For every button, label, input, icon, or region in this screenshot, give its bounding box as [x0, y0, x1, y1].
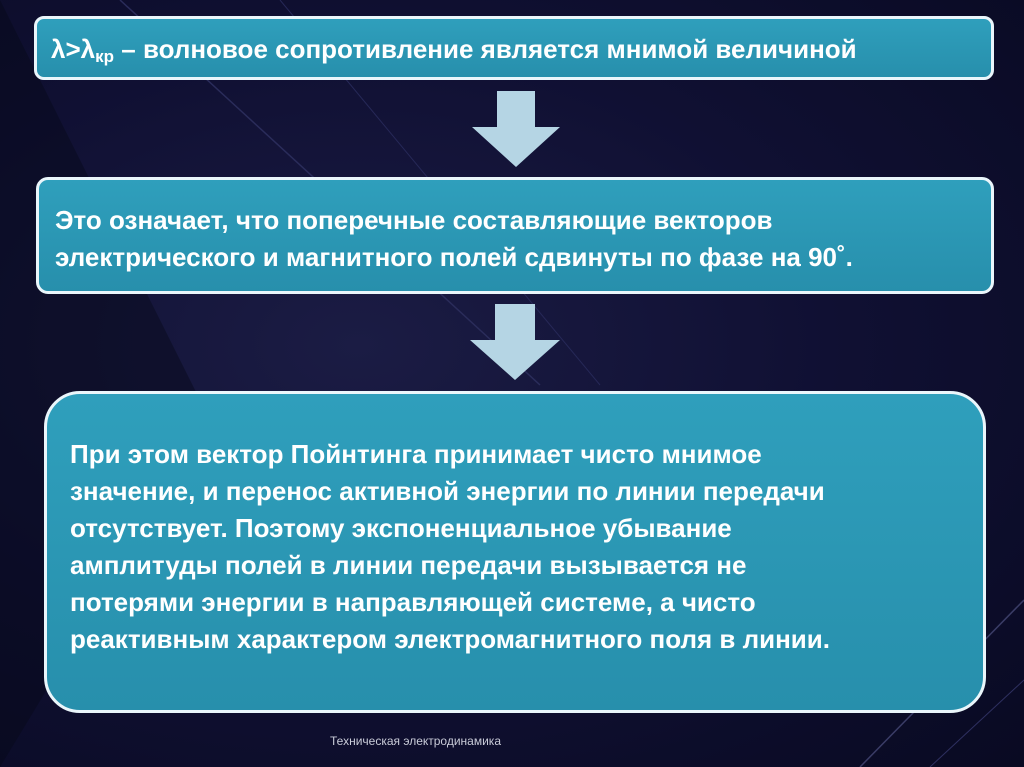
flow-step-3	[44, 391, 986, 713]
step-3-line-1: При этом вектор Пойнтинга принимает чисто мнимое	[70, 439, 762, 469]
lambda-subscript: кр	[95, 47, 115, 66]
slide-footer: Техническая электродинамика	[330, 734, 501, 748]
lambda-critical-symbol: λ	[80, 34, 96, 64]
step-3-line-4: амплитуды полей в линии передачи вызывается не	[70, 550, 747, 580]
step-3-line-6: реактивным характером электромагнитного поля в линии.	[70, 624, 830, 654]
down-arrow-icon	[472, 91, 560, 167]
step-1-text: – волновое сопротивление является мнимой величиной	[114, 34, 857, 64]
flow-step-2	[36, 177, 994, 294]
greater-than-sign: >	[65, 34, 81, 64]
step-3-line-5: потерями энергии в направляющей системе, а чисто	[70, 587, 756, 617]
down-arrow-icon	[470, 304, 560, 380]
step-3-line-2: значение, и перенос активной энергии по линии передачи	[70, 476, 825, 506]
flow-step-1	[34, 16, 994, 80]
step-2-line-2: электрического и магнитного полей сдвинуты по фазе на 90˚.	[55, 242, 853, 272]
lambda-symbol: λ	[51, 34, 66, 64]
step-2-line-1: Это означает, что поперечные составляющие векторов	[55, 205, 773, 235]
step-3-line-3: отсутствует. Поэтому экспоненциальное убывание	[70, 513, 732, 543]
